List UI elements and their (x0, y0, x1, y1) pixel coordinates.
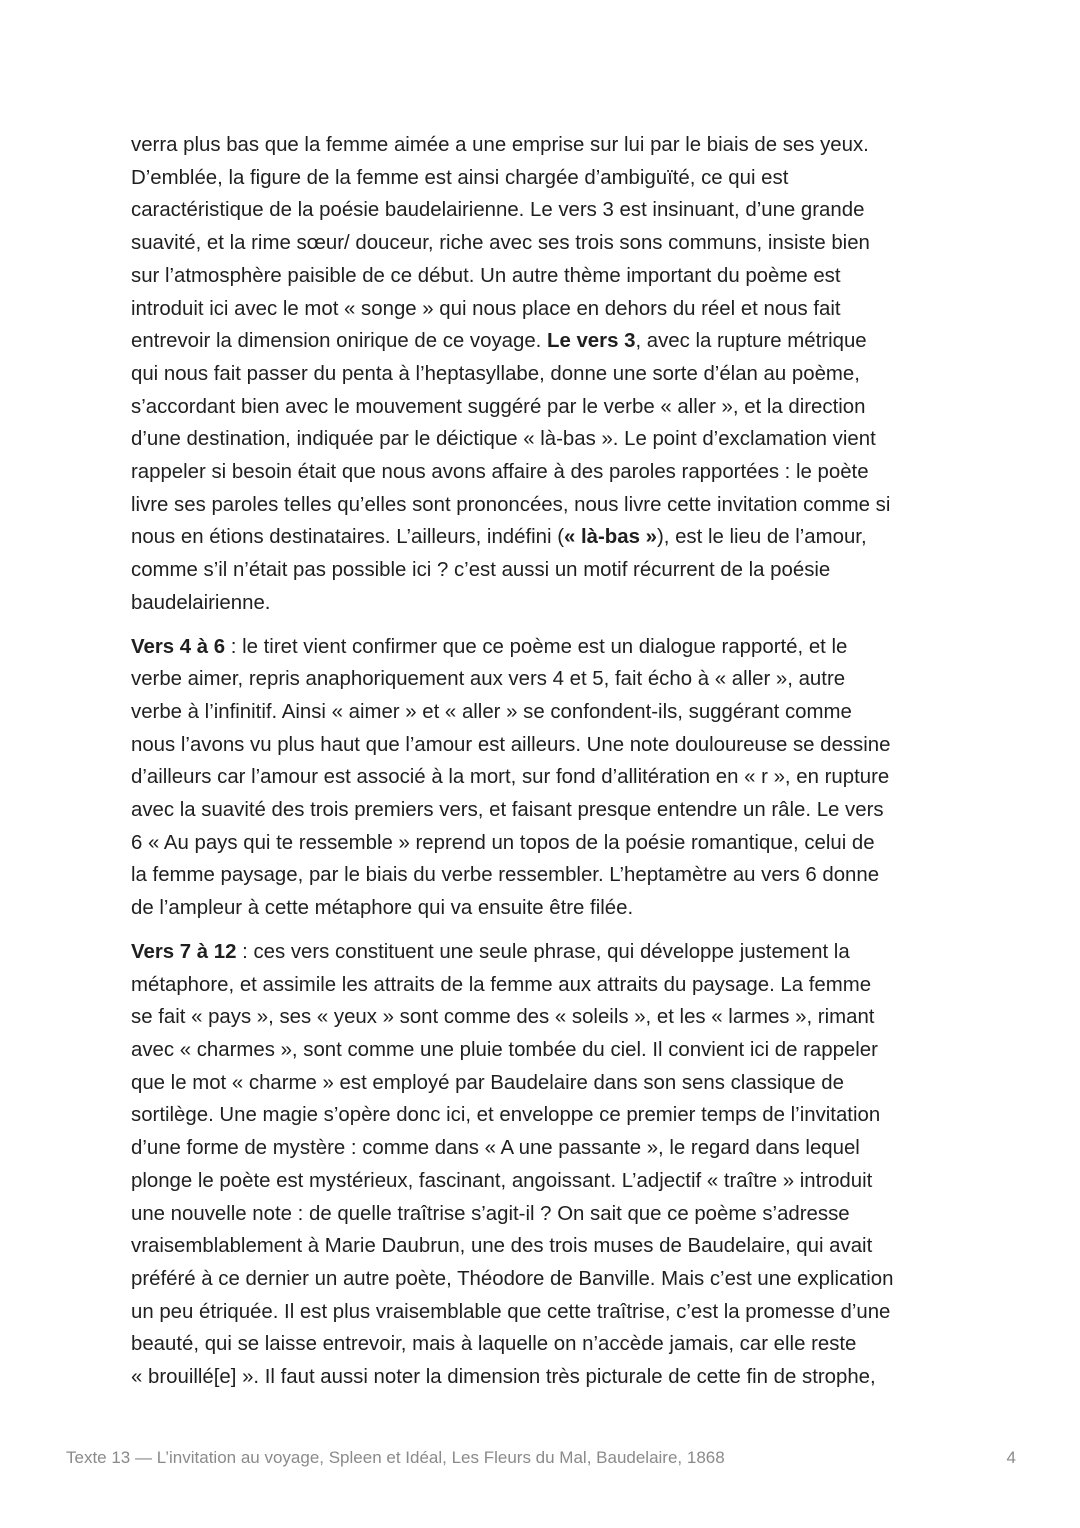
bold-text: « là-bas » (564, 526, 657, 549)
text-segment: D’emblée, la figure de la femme est ainsi chargée d’ambiguïté, ce qui est (131, 166, 789, 189)
bold-text: Vers 4 à 6 (131, 635, 226, 658)
text-segment: « brouillé[e] ». Il faut aussi noter la dimension très picturale de cette fin de strophe, (131, 1366, 876, 1389)
text-line (131, 227, 951, 260)
text-line (131, 1198, 951, 1231)
text-segment: s’accordant bien avec le mouvement suggéré par le verbe « aller », et la direction (131, 395, 866, 418)
text-segment: d’une forme de mystère : comme dans « A une passante », le regard dans lequel (131, 1137, 860, 1160)
text-line (131, 859, 951, 892)
text-segment: nous l’avons vu plus haut que l’amour est ailleurs. Une note douloureuse se dessine (131, 733, 891, 756)
text-line (131, 631, 951, 664)
text-line (131, 1001, 951, 1034)
text-line (131, 587, 951, 620)
text-segment: que le mot « charme » est employé par Baudelaire dans son sens classique de (131, 1071, 844, 1094)
text-segment: sortilège. Une magie s’opère donc ici, et enveloppe ce premier temps de l’invitation (131, 1104, 881, 1127)
text-segment: comme s’il n’était pas possible ici ? c’est aussi un motif récurrent de la poésie (131, 559, 831, 582)
text-line (131, 729, 951, 762)
text-line (131, 391, 951, 424)
text-line (131, 1067, 951, 1100)
text-segment: caractéristique de la poésie baudelairienne. Le vers 3 est insinuant, d’une grande (131, 199, 865, 222)
text-segment: verbe à l’infinitif. Ainsi « aimer » et « aller » se confondent-ils, suggérant comme (131, 700, 852, 723)
text-line (131, 521, 951, 554)
bold-text: Vers 7 à 12 (131, 940, 237, 963)
text-line (131, 663, 951, 696)
text-segment: : le tiret vient confirmer que ce poème est un dialogue rapporté, et le (225, 635, 848, 658)
text-line (131, 1296, 951, 1329)
text-segment: verbe aimer, repris anaphoriquement aux vers 4 et 5, fait écho à « aller », autre (131, 668, 846, 691)
text-segment: se fait « pays », ses « yeux » sont comme des « soleils », et les « larmes », rimant (131, 1006, 875, 1029)
text-segment: rappeler si besoin était que nous avons affaire à des paroles rapportées : le poète (131, 461, 869, 484)
text-line (131, 194, 951, 227)
text-line (131, 129, 951, 162)
text-line (131, 554, 951, 587)
text-segment: de l’ampleur à cette métaphore qui va ensuite être filée. (131, 897, 634, 920)
footer-title: Texte 13 — L’invitation au voyage, Spleen et Idéal, Les Fleurs du Mal, Baudelaire, 1868 (66, 1448, 725, 1467)
text-line (131, 293, 951, 326)
text-segment: introduit ici avec le mot « songe » qui nous place en dehors du réel et nous fait (131, 297, 841, 320)
text-line (131, 162, 951, 195)
text-line (131, 1263, 951, 1296)
text-segment: 6 « Au pays qui te ressemble » reprend un topos de la poésie romantique, celui de (131, 831, 875, 854)
text-segment: verra plus bas que la femme aimée a une emprise sur lui par le biais de ses yeux. (131, 134, 869, 156)
page-number: 4 (1006, 1448, 1016, 1467)
paragraph (131, 129, 951, 620)
text-segment: baudelairienne. (131, 591, 271, 614)
text-line (131, 1132, 951, 1165)
text-segment: : ces vers constituent une seule phrase, qui développe justement la (236, 940, 850, 963)
text-segment: , avec la rupture métrique (635, 330, 867, 353)
text-segment: ), est le lieu de l’amour, (656, 526, 867, 549)
text-segment: livre ses paroles telles qu’elles sont prononcées, nous livre cette invitation comme si (131, 493, 891, 516)
bold-text: Le vers 3 (547, 330, 636, 353)
text-line (131, 696, 951, 729)
text-segment: nous en étions destinataires. L’ailleurs, indéfini ( (131, 526, 564, 549)
text-line (131, 456, 951, 489)
text-segment: d’une destination, indiquée par le déictique « là-bas ». Le point d’exclamation vient (131, 428, 876, 451)
text-line (131, 969, 951, 1002)
text-line (131, 794, 951, 827)
text-line (131, 1034, 951, 1067)
text-segment: vraisemblablement à Marie Daubrun, une des trois muses de Baudelaire, qui avait (131, 1235, 873, 1258)
text-segment: préféré à ce dernier un autre poète, Théodore de Banville. Mais c’est une explication (131, 1267, 894, 1290)
text-segment: d’ailleurs car l’amour est associé à la mort, sur fond d’allitération en « r », en rupture (131, 766, 890, 789)
text-line (131, 1165, 951, 1198)
text-segment: avec la suavité des trois premiers vers, et faisant presque entendre un râle. Le vers (131, 799, 884, 822)
text-segment: suavité, et la rime sœur/ douceur, riche avec ses trois sons communs, insiste bien (131, 232, 870, 255)
text-line (131, 423, 951, 456)
text-line (131, 827, 951, 860)
text-line (131, 1230, 951, 1263)
text-segment: beauté, qui se laisse entrevoir, mais à laquelle on n’accède jamais, car elle reste (131, 1333, 857, 1356)
text-segment: sur l’atmosphère paisible de ce début. Un autre thème important du poème est (131, 264, 841, 287)
text-line (131, 892, 951, 925)
text-segment: un peu étriquée. Il est plus vraisemblable que cette traîtrise, c’est la promesse d’une (131, 1300, 891, 1323)
text-line (131, 1328, 951, 1361)
text-line (131, 489, 951, 522)
text-line (131, 761, 951, 794)
paragraph (131, 936, 951, 1394)
text-segment: qui nous fait passer du penta à l’heptasyllabe, donne une sorte d’élan au poème, (131, 362, 860, 385)
text-line (131, 325, 951, 358)
text-line (131, 358, 951, 391)
text-line (131, 936, 951, 969)
text-segment: la femme paysage, par le biais du verbe ressembler. L’heptamètre au vers 6 donne (131, 864, 880, 887)
document-body (131, 129, 951, 1405)
text-line (131, 1099, 951, 1132)
text-segment: une nouvelle note : de quelle traîtrise s’agit-il ? On sait que ce poème s’adresse (131, 1202, 850, 1225)
text-segment: entrevoir la dimension onirique de ce voyage. (131, 330, 547, 353)
paragraph (131, 631, 951, 925)
text-line (131, 1361, 951, 1394)
text-segment: métaphore, et assimile les attraits de la femme aux attraits du paysage. La femme (131, 973, 872, 996)
text-line (131, 260, 951, 293)
text-segment: plonge le poète est mystérieux, fascinant, angoissant. L’adjectif « traître » introduit (131, 1169, 873, 1192)
text-segment: avec « charmes », sont comme une pluie tombée du ciel. Il convient ici de rappeler (131, 1038, 878, 1061)
